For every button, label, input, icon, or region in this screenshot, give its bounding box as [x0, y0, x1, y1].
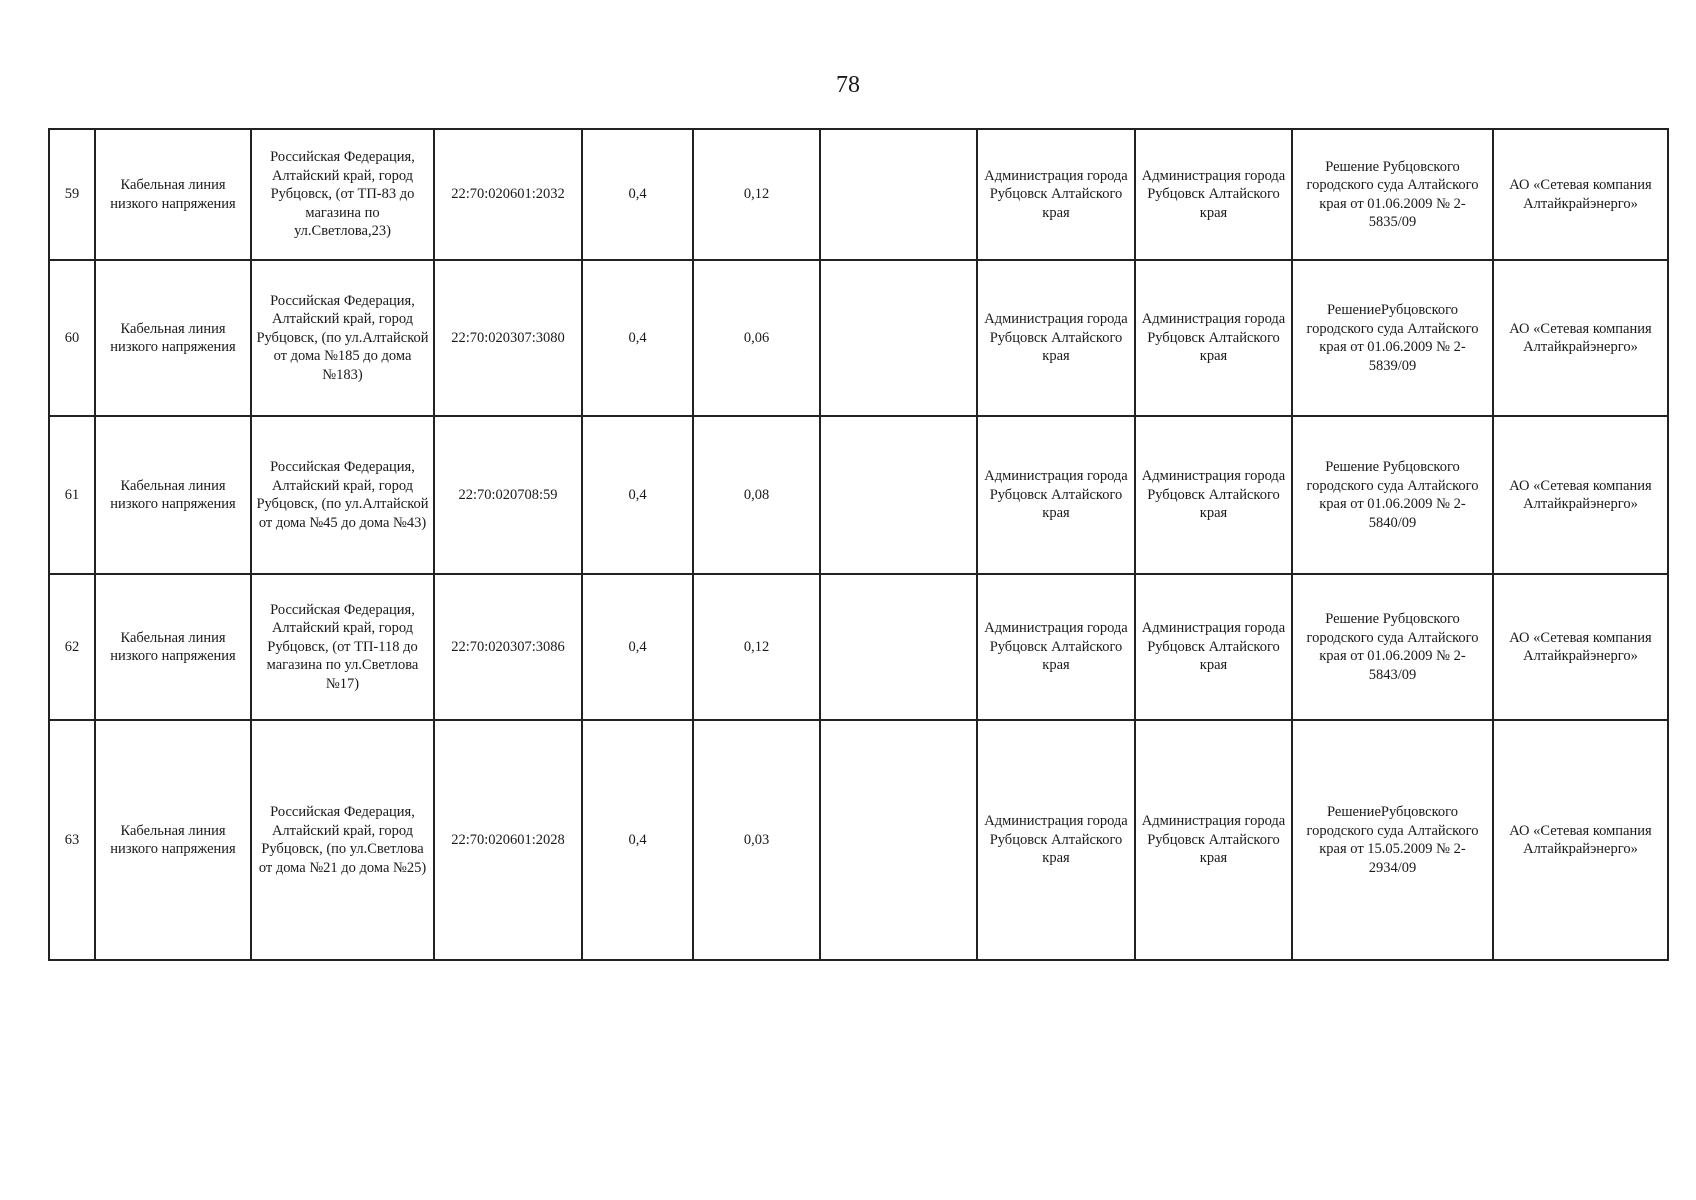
table-row [49, 260, 1668, 416]
court-decision: Решение Рубцовского городского суда Алтайского края от 01.06.2009 № 2-5835/09 [1292, 129, 1493, 260]
length-value: 0,12 [693, 129, 820, 260]
operator-company: АО «Сетевая компания Алтайкрайэнерго» [1493, 260, 1668, 416]
court-decision: РешениеРубцовского городского суда Алтайского края от 01.06.2009 № 2-5839/09 [1292, 260, 1493, 416]
voltage-value: 0,4 [582, 416, 693, 574]
operator-company: АО «Сетевая компания Алтайкрайэнерго» [1493, 574, 1668, 720]
operator-company: АО «Сетевая компания Алтайкрайэнерго» [1493, 416, 1668, 574]
table-row [49, 129, 1668, 260]
registry-table [48, 128, 1669, 961]
operator-company: АО «Сетевая компания Алтайкрайэнерго» [1493, 720, 1668, 960]
object-name: Кабельная линия низкого напряжения [95, 574, 251, 720]
voltage-value: 0,4 [582, 129, 693, 260]
empty-cell [820, 416, 977, 574]
court-decision: РешениеРубцовского городского суда Алтайского края от 15.05.2009 № 2-2934/09 [1292, 720, 1493, 960]
object-address: Российская Федерация, Алтайский край, город Рубцовск, (от ТП-118 до магазина по ул.Светлова №17) [251, 574, 434, 720]
cadastral-number: 22:70:020601:2032 [434, 129, 582, 260]
empty-cell [820, 129, 977, 260]
owner-name: Администрация города Рубцовск Алтайского края [1135, 574, 1292, 720]
empty-cell [820, 720, 977, 960]
owner-name: Администрация города Рубцовск Алтайского края [1135, 129, 1292, 260]
row-number: 61 [49, 416, 95, 574]
voltage-value: 0,4 [582, 574, 693, 720]
cadastral-number: 22:70:020601:2028 [434, 720, 582, 960]
cadastral-number: 22:70:020708:59 [434, 416, 582, 574]
owner-name: Администрация города Рубцовск Алтайского края [1135, 416, 1292, 574]
voltage-value: 0,4 [582, 720, 693, 960]
empty-cell [820, 260, 977, 416]
page-number: 78 [836, 72, 860, 98]
owner-name: Администрация города Рубцовск Алтайского края [1135, 260, 1292, 416]
object-name: Кабельная линия низкого напряжения [95, 416, 251, 574]
object-name: Кабельная линия низкого напряжения [95, 129, 251, 260]
court-decision: Решение Рубцовского городского суда Алтайского края от 01.06.2009 № 2-5843/09 [1292, 574, 1493, 720]
table-row [49, 720, 1668, 960]
object-address: Российская Федерация, Алтайский край, город Рубцовск, (от ТП-83 до магазина по ул.Светлова,23) [251, 129, 434, 260]
holder-name: Администрация города Рубцовск Алтайского края [977, 416, 1135, 574]
court-decision: Решение Рубцовского городского суда Алтайского края от 01.06.2009 № 2-5840/09 [1292, 416, 1493, 574]
voltage-value: 0,4 [582, 260, 693, 416]
row-number: 62 [49, 574, 95, 720]
holder-name: Администрация города Рубцовск Алтайского края [977, 720, 1135, 960]
holder-name: Администрация города Рубцовск Алтайского края [977, 260, 1135, 416]
cadastral-number: 22:70:020307:3086 [434, 574, 582, 720]
row-number: 59 [49, 129, 95, 260]
table-row [49, 416, 1668, 574]
object-address: Российская Федерация, Алтайский край, город Рубцовск, (по ул.Светлова от дома №21 до дома №25) [251, 720, 434, 960]
operator-company: АО «Сетевая компания Алтайкрайэнерго» [1493, 129, 1668, 260]
length-value: 0,08 [693, 416, 820, 574]
length-value: 0,12 [693, 574, 820, 720]
empty-cell [820, 574, 977, 720]
table-row [49, 574, 1668, 720]
cadastral-number: 22:70:020307:3080 [434, 260, 582, 416]
holder-name: Администрация города Рубцовск Алтайского края [977, 129, 1135, 260]
object-name: Кабельная линия низкого напряжения [95, 260, 251, 416]
length-value: 0,03 [693, 720, 820, 960]
length-value: 0,06 [693, 260, 820, 416]
row-number: 63 [49, 720, 95, 960]
holder-name: Администрация города Рубцовск Алтайского края [977, 574, 1135, 720]
row-number: 60 [49, 260, 95, 416]
object-name: Кабельная линия низкого напряжения [95, 720, 251, 960]
owner-name: Администрация города Рубцовск Алтайского края [1135, 720, 1292, 960]
object-address: Российская Федерация, Алтайский край, город Рубцовск, (по ул.Алтайской от дома №45 до дома №43) [251, 416, 434, 574]
object-address: Российская Федерация, Алтайский край, город Рубцовск, (по ул.Алтайской от дома №185 до дома №183) [251, 260, 434, 416]
